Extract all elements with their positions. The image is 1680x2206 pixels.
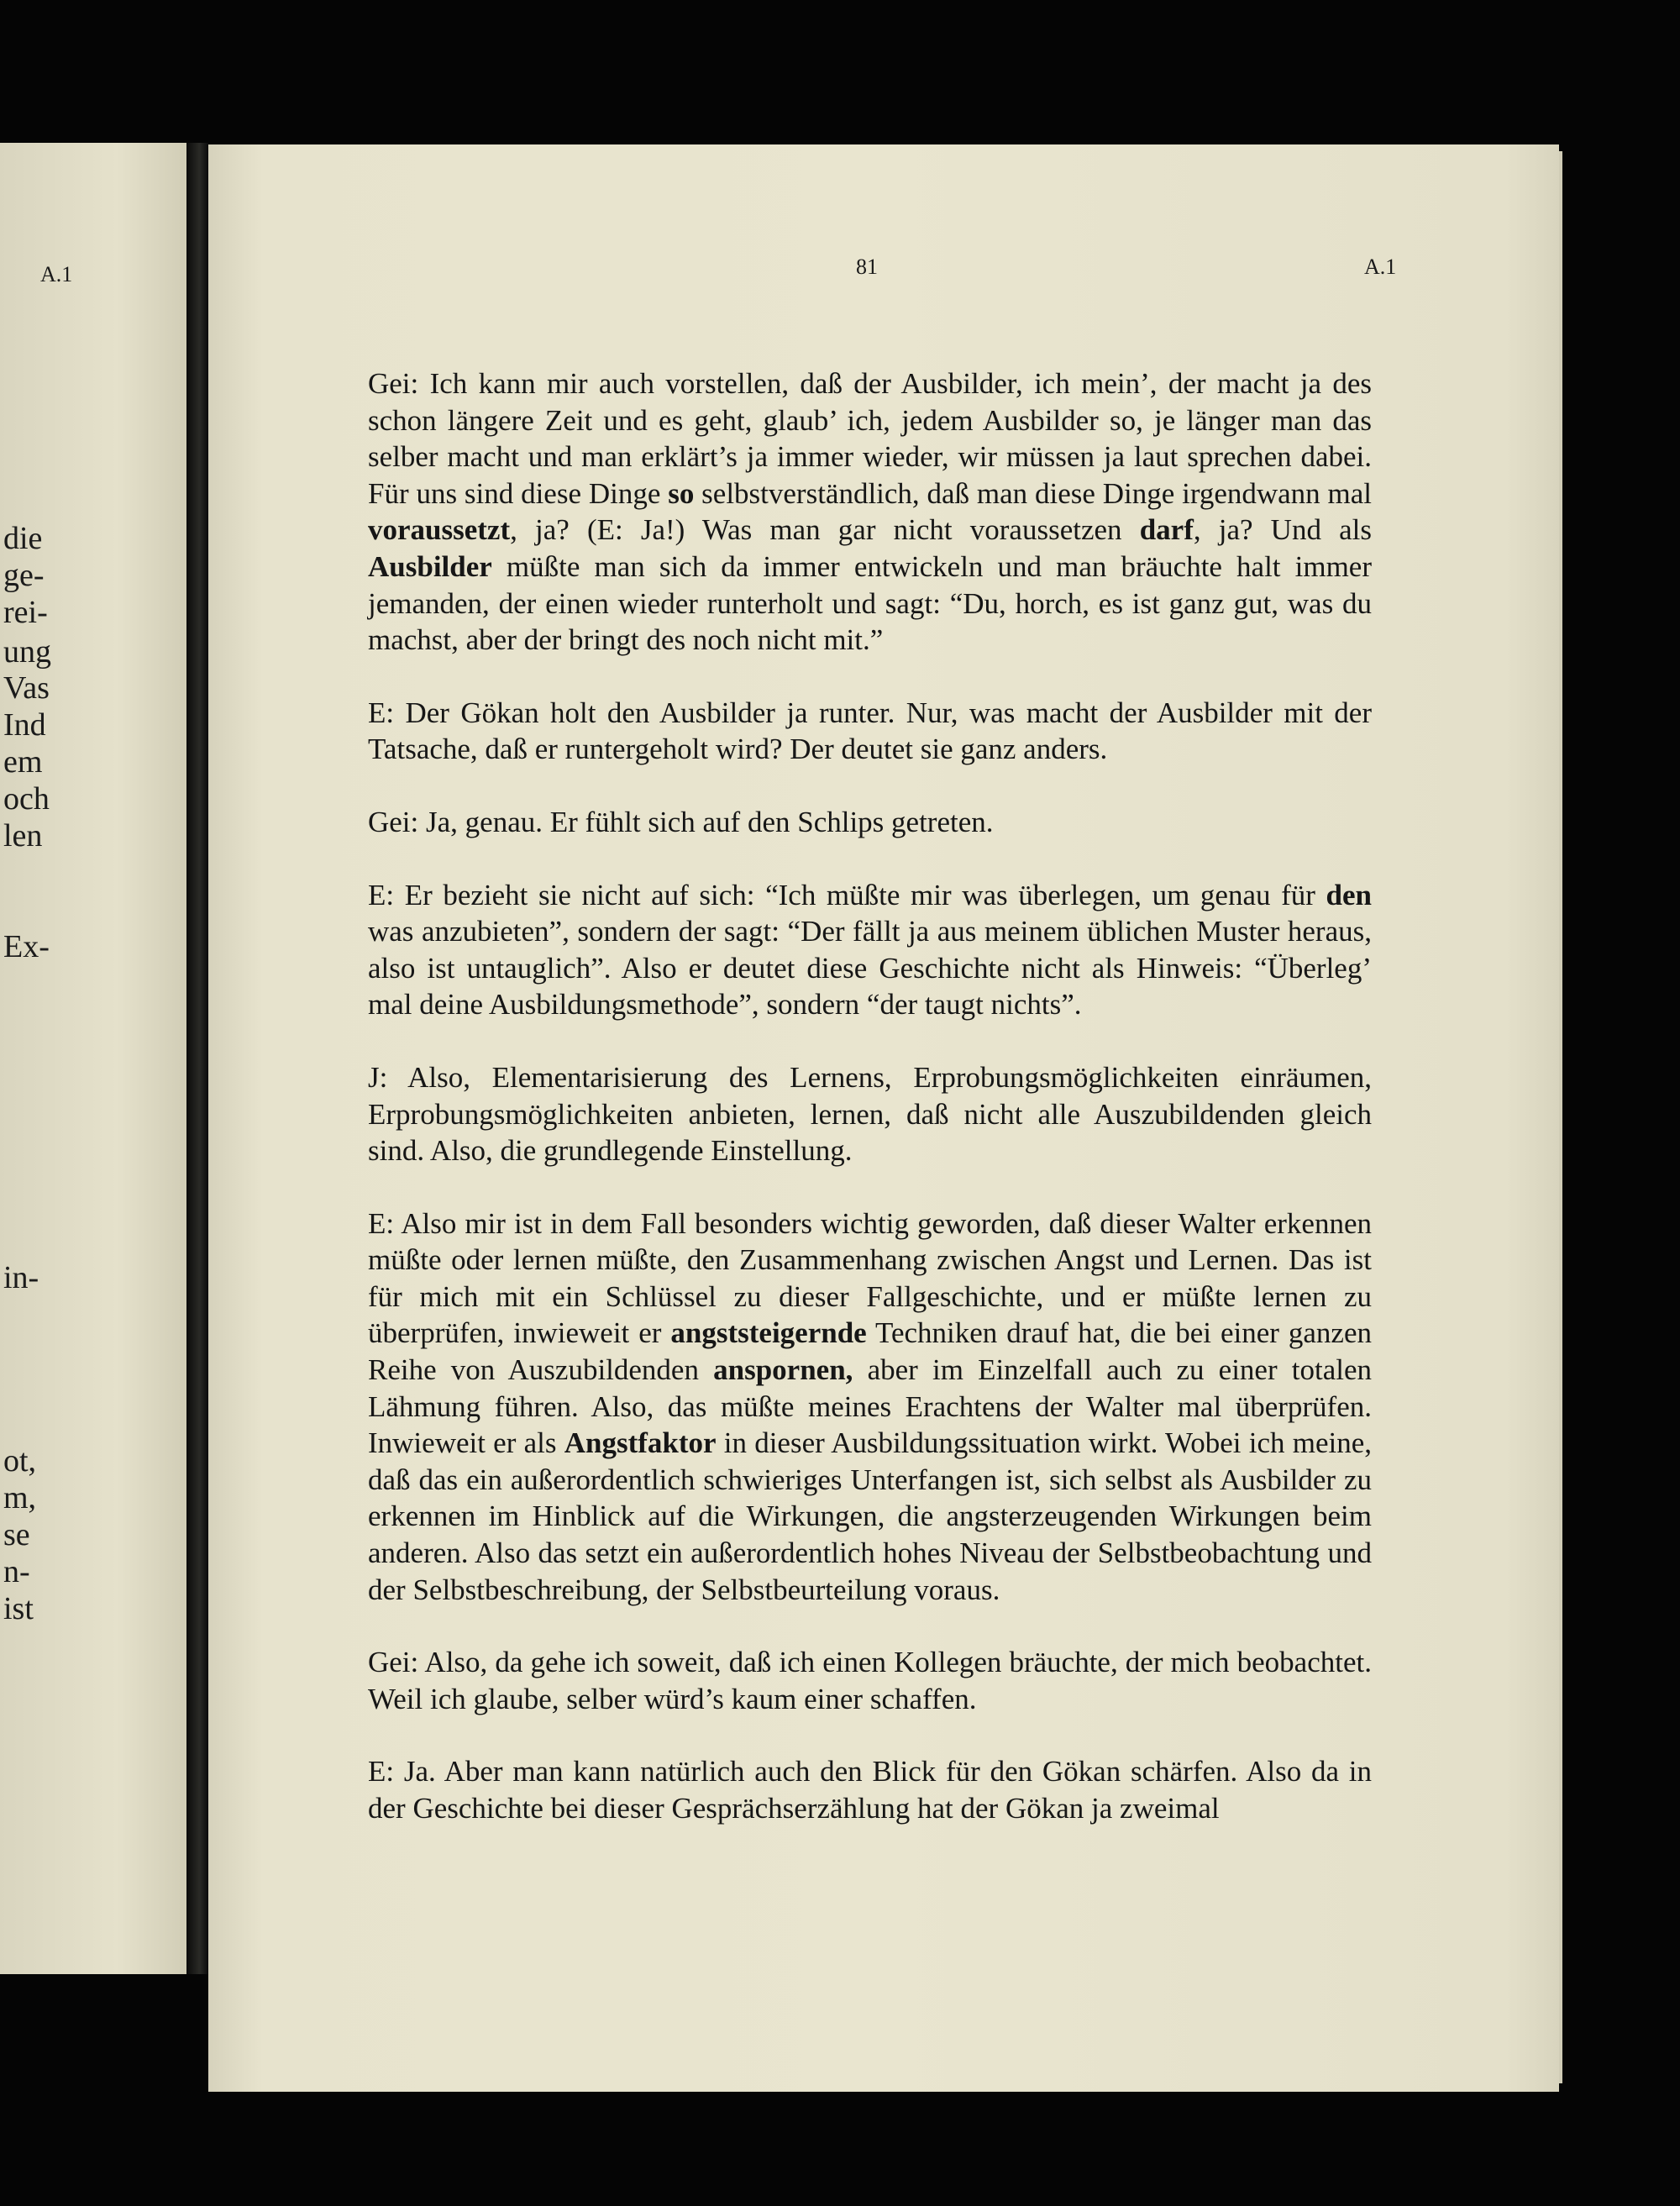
emphasis-text: voraussetzt: [368, 513, 511, 547]
page-body-text: [368, 365, 1372, 1863]
paragraph-text: Techniken drauf hat, die bei einer ganzen Reihe von Auszubildenden: [368, 1316, 1372, 1387]
paragraph-text: E: Der Gökan holt den Ausbilder ja runter. Nur, was macht der Ausbilder mit der Tatsache, daß er runtergeholt wird? Der deutet sie ganz anders.: [368, 696, 1372, 766]
left-page-fragment: ot,: [3, 1443, 37, 1479]
left-page-fragment: Ind: [3, 707, 46, 743]
paragraph: [368, 365, 1372, 659]
paragraph: [368, 1753, 1372, 1826]
page-number: 81: [856, 255, 878, 279]
paragraph-text: aber im Einzelfall auch zu einer totalen Lähmung führen. Also, das müßte meines Erachtens der Walter mal überprüfen. Inwieweit er als: [368, 1353, 1373, 1460]
left-page: [0, 143, 195, 1974]
paragraph-text: E: Ja. Aber man kann natürlich auch den Blick für den Gökan schärfen. Also da in der Geschichte bei dieser Gesprächserzählung hat der Gökan ja zweimal: [368, 1755, 1372, 1825]
paragraph-text: E: Also mir ist in dem Fall besonders wichtig geworden, daß dieser Walter erkennen müßte oder lernen müßte, den Zusammenhang zwischen Angst und Lernen. Das ist für mich mit ein Schlüssel zu dieser Fallgeschichte, und er müßte lernen zu überprüfen, inwieweit er: [368, 1206, 1372, 1350]
paragraph: [368, 804, 1372, 841]
left-page-fragment: in-: [3, 1260, 39, 1295]
paragraph: [368, 1205, 1372, 1609]
left-page-fragment: se: [3, 1517, 30, 1552]
emphasis-text: anspornen,: [713, 1353, 853, 1387]
paragraph-text: , ja? (E: Ja!) Was man gar nicht voraussetzen: [510, 513, 1140, 547]
emphasis-text: angststeigernde: [670, 1316, 867, 1350]
left-page-fragment: n-: [3, 1554, 30, 1589]
paragraph: [368, 695, 1372, 768]
left-running-head: A.1: [40, 262, 73, 286]
paragraph-text: , ja? Und als: [1193, 513, 1372, 547]
left-page-fragment: ung: [3, 634, 51, 670]
right-running-head: A.1: [1364, 255, 1397, 279]
paragraph-text: E: Er bezieht sie nicht auf sich: “Ich müßte mir was überlegen, um genau für: [368, 878, 1326, 911]
paragraph-text: was anzubieten”, sondern der sagt: “Der fällt ja aus meinem üblichen Muster heraus, also ist untauglich”. Also er deutet diese Geschichte nicht als Hinweis: “Überleg’ mal deine Ausbildungsmethode”, sondern “der taugt nichts”.: [368, 915, 1372, 1022]
emphasis-text: Ausbilder: [368, 549, 492, 583]
paragraph-text: selbstverständlich, daß man diese Dinge irgendwann mal: [694, 476, 1372, 510]
emphasis-text: so: [668, 476, 695, 510]
paragraph: [368, 1059, 1372, 1169]
paragraph: [368, 877, 1372, 1023]
paragraph-text: in dieser Ausbildungssituation wirkt. Wobei ich meine, daß das ein außerordentlich schwieriges Unterfangen ist, sich selbst als Ausbilder zu erkennen im Hinblick auf die Wirkungen, die angsterzeugenden Wirkungen beim anderen. Also das setzt ein außerordentlich hohes Niveau der Selbstbeobachtung und der Selbstbeschreibung, der Selbstbeurteilung voraus.: [368, 1426, 1372, 1606]
paragraph-text: Gei: Ich kann mir auch vorstellen, daß der Ausbilder, ich mein’, der macht ja des schon längere Zeit und es geht, glaub’ ich, jedem Ausbilder so, je länger man das selber macht und man erklärt’s ja immer wieder, wir müssen ja laut sprechen dabei. Für uns sind diese Dinge: [368, 367, 1372, 510]
left-page-fragment: Ex-: [3, 929, 50, 964]
paragraph-text: Gei: Ja, genau. Er fühlt sich auf den Schlips getreten.: [368, 805, 994, 838]
left-page-fragment: m,: [3, 1480, 37, 1515]
book-gutter: [186, 143, 208, 1974]
left-page-fragment: ge-: [3, 558, 45, 593]
left-page-fragment: die: [3, 521, 43, 556]
left-page-fragment: ist: [3, 1591, 34, 1626]
paragraph-text: müßte man sich da immer entwickeln und man bräuchte halt immer jemanden, der einen wieder runterholt und sagt: “Du, horch, es ist ganz gut, was du machst, aber der bringt des noch nicht mit.”: [368, 549, 1372, 657]
paragraph-text: Gei: Also, da gehe ich soweit, daß ich einen Kollegen bräuchte, der mich beobachtet. Weil ich glaube, selber würd’s kaum einer schaffen.: [368, 1646, 1372, 1715]
left-page-fragment: len: [3, 818, 43, 854]
left-page-fragment: och: [3, 781, 50, 817]
left-page-fragment: em: [3, 744, 43, 780]
paragraph: [368, 1644, 1372, 1717]
emphasis-text: den: [1326, 878, 1372, 911]
emphasis-text: Angstfaktor: [564, 1426, 717, 1460]
emphasis-text: darf: [1139, 513, 1194, 547]
left-page-fragment: rei-: [3, 595, 48, 630]
paragraph-text: J: Also, Elementarisierung des Lernens, Erprobungsmöglichkeiten einräumen, Erprobungsmöglichkeiten anbieten, lernen, daß nicht alle Auszubildenden gleich sind. Also, die grundlegende Einstellung.: [368, 1060, 1372, 1168]
left-page-fragment: Vas: [3, 670, 50, 706]
